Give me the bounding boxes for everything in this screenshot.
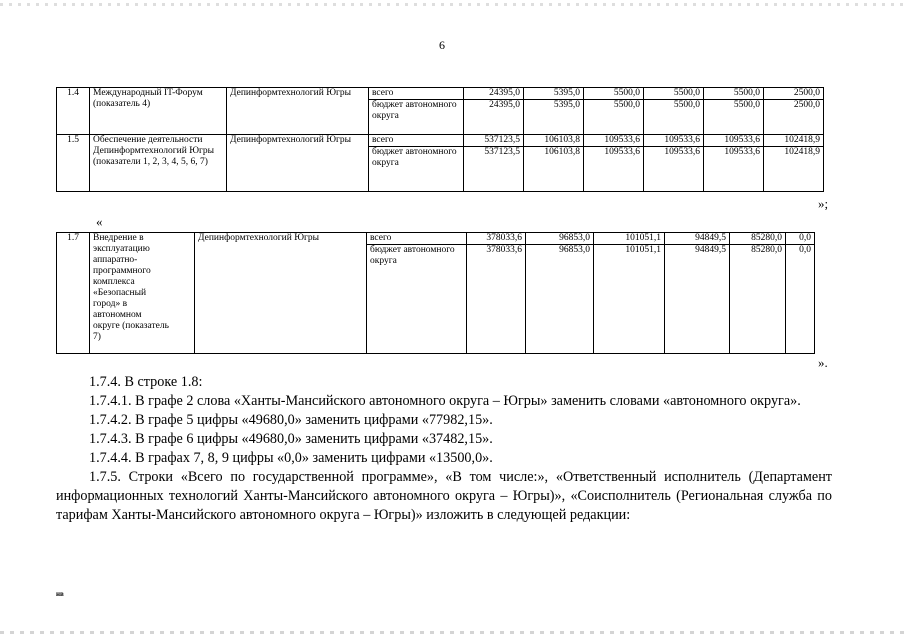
value-cell: 2500,0 xyxy=(764,88,824,100)
value-cell: 85280,0 xyxy=(730,245,786,354)
row-name-line: программного xyxy=(93,266,151,276)
value-cell: 378033,6 xyxy=(467,245,526,354)
row-executor: Депинформтехнологий Югры xyxy=(227,88,369,135)
source-label: бюджет автономного округа xyxy=(369,147,464,192)
value-cell: 378033,6 xyxy=(467,233,526,245)
value-cell: 101051,1 xyxy=(594,233,665,245)
source-label: бюджет автономного округа xyxy=(367,245,467,354)
value-cell: 24395,0 xyxy=(464,88,524,100)
program-table-row-1-7 xyxy=(56,232,815,354)
value-cell: 109533,6 xyxy=(584,147,644,192)
value-cell: 94849,5 xyxy=(665,233,730,245)
value-cell: 109533,6 xyxy=(584,135,644,147)
value-cell: 109533,6 xyxy=(644,135,704,147)
source-label: бюджет автономного округа xyxy=(369,100,464,135)
row-name-line: округе (показатель xyxy=(93,321,169,331)
value-cell: 2500,0 xyxy=(764,100,824,135)
closing-quote-period: ». xyxy=(818,355,828,370)
page-number: 6 xyxy=(439,38,445,52)
paragraph: 1.7.4.2. В графе 5 цифры «49680,0» заменить цифрами «77982,15». xyxy=(89,412,493,428)
source-label: всего xyxy=(369,88,464,100)
row-name-line: город» в xyxy=(93,299,128,309)
value-cell: 109533,6 xyxy=(704,147,764,192)
value-cell: 24395,0 xyxy=(464,100,524,135)
value-cell: 109533,6 xyxy=(704,135,764,147)
scan-noise-bottom xyxy=(0,631,905,634)
value-cell: 106103,8 xyxy=(524,135,584,147)
value-cell: 109533,6 xyxy=(644,147,704,192)
table-row xyxy=(57,135,824,147)
row-name-line: комплекса xyxy=(93,277,135,287)
value-cell: 102418,9 xyxy=(764,135,824,147)
paragraph: 1.7.4. В строке 1.8: xyxy=(89,374,203,390)
footer-code: нв xyxy=(56,590,64,598)
row-name xyxy=(90,233,195,354)
row-name-line: эксплуатацию xyxy=(93,244,150,254)
paragraph: 1.7.4.3. В графе 6 цифры «49680,0» заменить цифрами «37482,15». xyxy=(89,431,493,447)
value-cell: 96853,0 xyxy=(526,233,594,245)
value-cell: 537123,5 xyxy=(464,135,524,147)
paragraph: 1.7.5. Строки «Всего по государственной программе», «В том числе:», «Ответственный исполнитель (Департамент информационных технологий Ханты-Мансийского автономного округа – Югры)», «Соисполнитель (Региональная служба по тарифам Ханты-Мансийского автономного округа – Югры)» изложить в следующей редакции: xyxy=(56,469,832,523)
source-label: всего xyxy=(367,233,467,245)
row-index: 1.5 xyxy=(57,135,90,192)
value-cell: 5395,0 xyxy=(524,88,584,100)
value-cell: 106103,8 xyxy=(524,147,584,192)
value-cell: 5500,0 xyxy=(704,100,764,135)
row-name-line: «Безопасный xyxy=(93,288,147,298)
row-index: 1.4 xyxy=(57,88,90,135)
value-cell: 0,0 xyxy=(786,245,815,354)
closing-quote-semicolon: »; xyxy=(818,196,829,211)
row-executor: Депинформтехнологий Югры xyxy=(227,135,369,192)
row-name-line: Внедрение в xyxy=(93,233,144,243)
value-cell: 85280,0 xyxy=(730,233,786,245)
source-label: всего xyxy=(369,135,464,147)
row-name: Обеспечение деятельности Депинформтехнологий Югры (показатели 1, 2, 3, 4, 5, 6, 7) xyxy=(90,135,227,192)
value-cell: 5500,0 xyxy=(584,88,644,100)
value-cell: 5500,0 xyxy=(704,88,764,100)
value-cell: 102418,9 xyxy=(764,147,824,192)
value-cell: 537123,5 xyxy=(464,147,524,192)
paragraph: 1.7.4.4. В графах 7, 8, 9 цифры «0,0» заменить цифрами «13500,0». xyxy=(89,450,493,466)
row-executor: Депинформтехнологий Югры xyxy=(195,233,367,354)
scan-noise-top xyxy=(0,3,905,6)
opening-quote: « xyxy=(96,214,103,229)
row-name-line: аппаратно- xyxy=(93,255,138,265)
paragraph: 1.7.4.1. В графе 2 слова «Ханты-Мансийского автономного округа – Югры» заменить словами «автономного округа». xyxy=(89,393,801,409)
value-cell: 94849,5 xyxy=(665,245,730,354)
table-row xyxy=(57,88,824,100)
value-cell: 101051,1 xyxy=(594,245,665,354)
value-cell: 5500,0 xyxy=(584,100,644,135)
row-index: 1.7 xyxy=(57,233,90,354)
table-row xyxy=(57,233,815,245)
row-name-line: 7) xyxy=(93,332,101,342)
value-cell: 5395,0 xyxy=(524,100,584,135)
row-name-line: автономном xyxy=(93,310,142,320)
row-name: Международный IT-Форум (показатель 4) xyxy=(90,88,227,135)
value-cell: 0,0 xyxy=(786,233,815,245)
value-cell: 5500,0 xyxy=(644,100,704,135)
amendment-text xyxy=(56,373,832,525)
value-cell: 96853,0 xyxy=(526,245,594,354)
program-table-rows-1-4-1-5 xyxy=(56,87,824,192)
value-cell: 5500,0 xyxy=(644,88,704,100)
